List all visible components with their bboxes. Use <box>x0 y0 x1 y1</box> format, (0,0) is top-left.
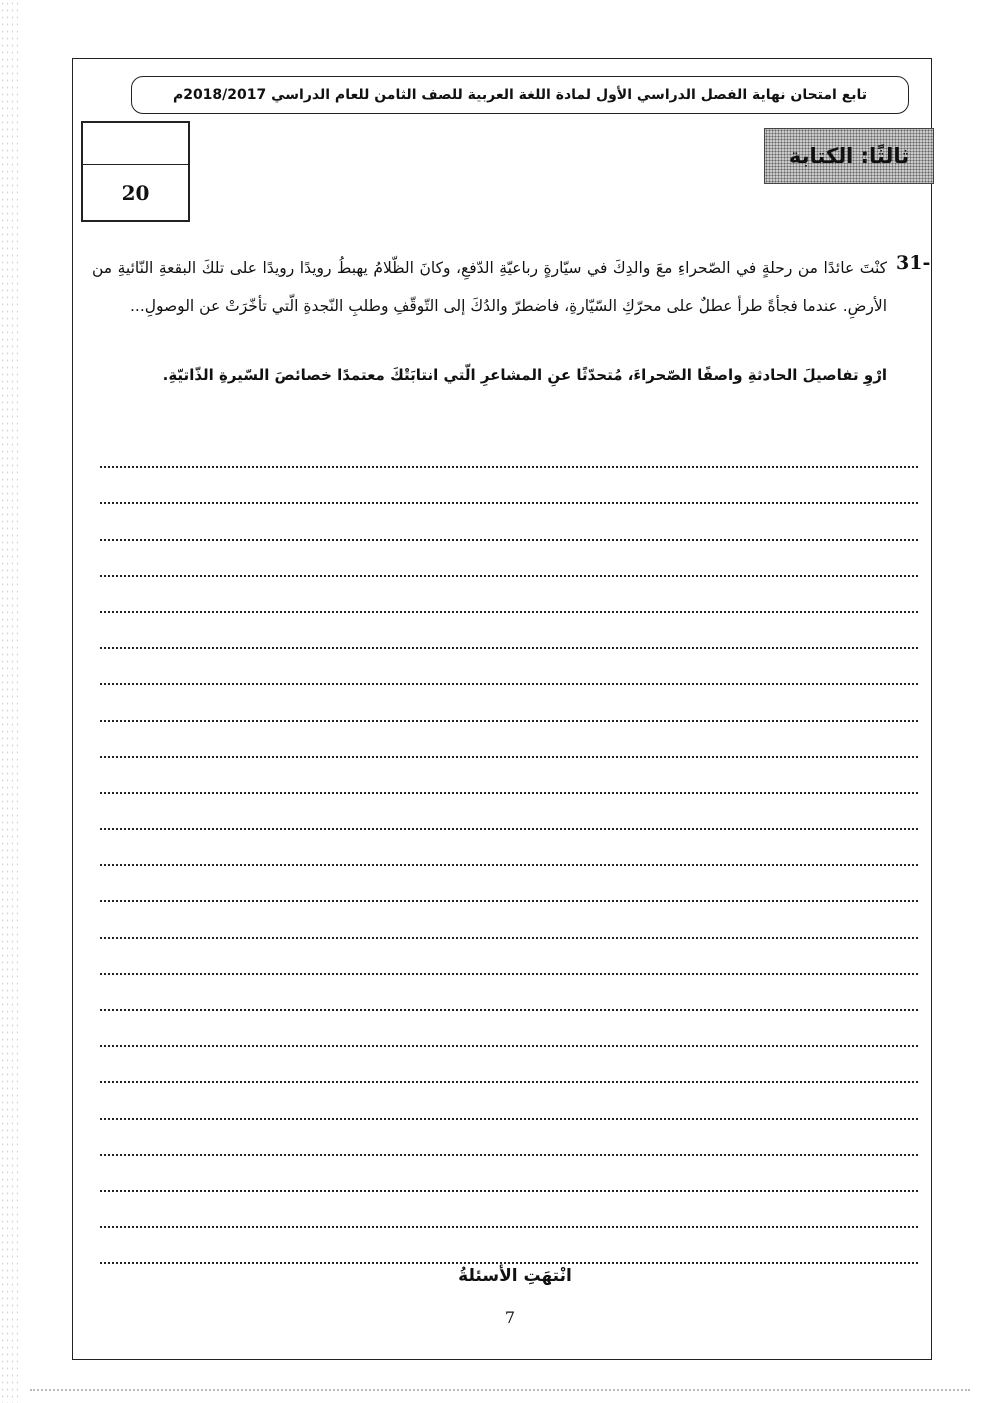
score-box <box>81 121 190 222</box>
scan-noise-left <box>0 0 18 1403</box>
answer-line[interactable] <box>92 838 922 874</box>
answer-line[interactable] <box>92 910 922 946</box>
answer-line[interactable] <box>92 693 922 729</box>
page-number: 7 <box>504 1308 516 1327</box>
answer-line[interactable] <box>92 802 922 838</box>
exam-header <box>131 76 909 114</box>
answer-line[interactable] <box>92 476 922 512</box>
answer-line[interactable] <box>92 512 922 548</box>
section-title <box>764 128 934 184</box>
answer-line[interactable] <box>92 730 922 766</box>
score-box-divider <box>83 164 188 165</box>
answer-line[interactable] <box>92 1019 922 1055</box>
answer-line[interactable] <box>92 657 922 693</box>
answer-line[interactable] <box>92 947 922 983</box>
answer-line[interactable] <box>92 1164 922 1200</box>
answer-line[interactable] <box>92 621 922 657</box>
answer-line[interactable] <box>92 1055 922 1091</box>
end-of-questions: انْتهَتِ الأسئلةُ <box>458 1266 572 1286</box>
exam-header-title: تابع امتحان نهاية الفصل الدراسي الأول لمادة اللغة العربية للصف الثامن للعام الدراسي 2018/2017م <box>172 87 868 103</box>
answer-line[interactable] <box>92 1128 922 1164</box>
answer-line[interactable] <box>92 983 922 1019</box>
question-prompt: كنْتَ عائدًا من رحلةٍ في الصّحراءِ معَ والدِكَ في سيّارةٍ رباعيّةِ الدّفعِ، وكانَ الظّلامُ يهبطُ رويدًا رويدًا على تلكَ البقعةِ النّائيةِ من الأرضِ. عندما فجأةً طرأ عطلٌ على محرّكِ السّيّارةِ، فاضطرّ والدُكَ إلى التّوقّفِ وطلبِ النّجدةِ الّتي تأخّرَتْ عن الوصولِ... <box>92 259 887 315</box>
question-number: 31- <box>896 252 931 274</box>
scan-noise-bottom <box>30 1389 970 1395</box>
answer-line[interactable] <box>92 874 922 910</box>
answer-lines[interactable] <box>92 440 922 1272</box>
answer-line[interactable] <box>92 440 922 476</box>
answer-line[interactable] <box>92 549 922 585</box>
score-box-max: 20 <box>121 181 150 205</box>
question-instruction: ارْوِ تفاصيلَ الحادثةِ واصفًا الصّحراءَ، مُتحدّثًا عنِ المشاعرِ الّتي انتابَتْكَ معتمدًا خصائصَ السّيرةِ الذّاتيّةِ. <box>162 366 887 384</box>
answer-line[interactable] <box>92 1200 922 1236</box>
answer-line[interactable] <box>92 585 922 621</box>
section-title-text: ثالثًا: الكتابة <box>788 144 910 168</box>
answer-line[interactable] <box>92 1091 922 1127</box>
answer-line[interactable] <box>92 766 922 802</box>
